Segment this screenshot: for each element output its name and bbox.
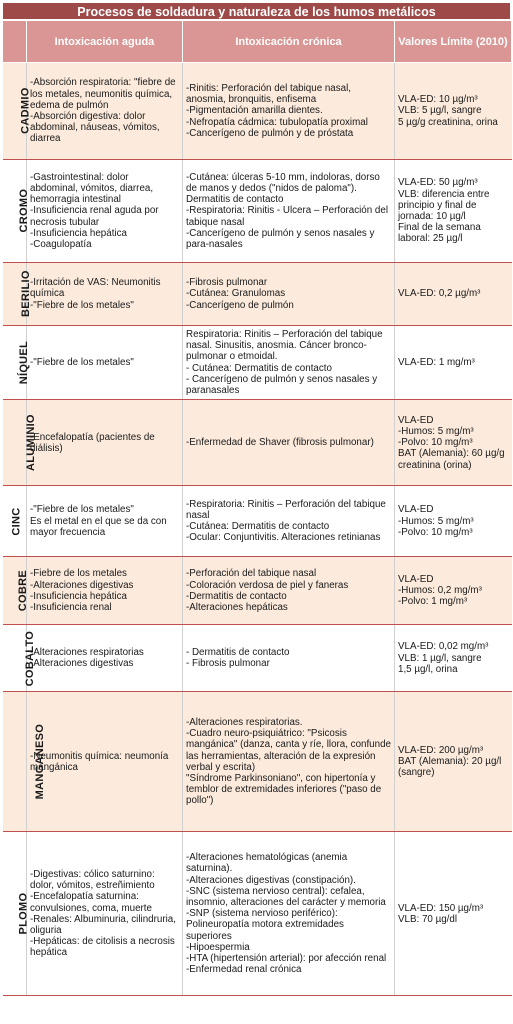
cell-line: VLA-ED: 10 µg/m³	[398, 94, 478, 106]
limit-values-cell	[395, 63, 512, 160]
cell-line: -Rinitis: Perforación del tabique nasal, anosmia, bronquitis, enfisema	[186, 82, 354, 106]
cell-line: -SNP (sistema nervioso periférico): Polineuropatía motora extremidades superiores	[186, 908, 347, 942]
acute-intoxication-cell	[27, 486, 183, 557]
cell-line: -Alteraciones hepáticas	[186, 601, 288, 613]
table-title: Procesos de soldadura y naturaleza de los humos metálicos	[2, 2, 511, 20]
cell-line: -Ocular: Conjuntivitis. Alteraciones retinianas	[186, 532, 381, 544]
cell-line: -Absorción respiratoria: "fiebre de los metales, neumonitis química, edema de pulmón	[30, 77, 179, 111]
cell-line: -Enfermedad de Shaver (fibrosis pulmonar)	[186, 437, 374, 449]
cell-line: VLA-ED: 200 µg/m³	[398, 744, 484, 756]
chronic-intoxication-cell	[183, 400, 395, 486]
metal-name: CADMIO	[19, 87, 32, 135]
table-row	[3, 625, 512, 692]
chronic-intoxication-cell	[183, 263, 395, 326]
cell-line: VLB: 70 µg/dl	[398, 913, 458, 925]
cell-line: -"Fiebre de los metales"	[30, 504, 134, 516]
cell-line: VLB: 1 µg/l, sangre	[398, 652, 482, 664]
cell-line: -Alteraciones respiratorias	[30, 647, 144, 659]
acute-intoxication-cell	[24, 400, 183, 486]
table-row	[3, 486, 512, 557]
cell-line: -HTA (hipertensión arterial): por afección renal	[186, 952, 387, 964]
acute-intoxication-cell	[27, 326, 183, 400]
acute-intoxication-cell	[27, 160, 183, 263]
metal-name: CINC	[9, 507, 22, 536]
cell-line: -Insuficiencia hepática	[30, 590, 127, 602]
table-header-row	[3, 21, 512, 63]
table-row	[3, 63, 512, 160]
cell-line: -Gastrointestinal: dolor abdominal, vómitos, diarrea, hemorragia intestinal	[30, 171, 156, 206]
cell-line: -Cutánea: úlceras 5-10 mm, indoloras, dorso de manos y dedos ("nidos de paloma"). Dermatitis de contacto	[186, 171, 383, 206]
acute-intoxication-cell	[27, 557, 183, 625]
cell-line: -Nefropatía cádmica: tubulopatía proximal	[186, 116, 368, 128]
cell-line: -Alteraciones digestivas	[30, 579, 134, 591]
cell-line: - Cancerígeno de pulmón y senos nasales y paranasales	[186, 373, 380, 397]
cell-line: -Respiratoria: Rinitis – Perforación del tabique nasal	[186, 498, 389, 522]
header-valores: Valores Límite (2010)	[395, 21, 512, 63]
metal-name-cell	[3, 486, 27, 557]
cell-line: -Absorción digestiva: dolor abdominal, náuseas, vómitos, diarrea	[30, 111, 163, 145]
cell-line: -Polvo: 1 mg/m³	[398, 596, 468, 608]
header-cronica: Intoxicación crónica	[183, 21, 395, 63]
metal-name-cell	[3, 832, 27, 996]
cell-line: -Encefalopatía saturnina: convulsiones, coma, muerte	[30, 891, 152, 914]
metal-name: MANGANESO	[33, 723, 46, 800]
cell-line: -Alteraciones respiratorias.	[186, 716, 303, 728]
limit-values-cell	[395, 832, 512, 996]
header-metal	[3, 21, 27, 63]
metal-name: BERILIO	[19, 270, 32, 318]
cell-line: -Insuficiencia renal aguda por necrosis tubular	[30, 205, 162, 228]
cell-line: química	[30, 288, 65, 300]
cell-line: -SNC (sistema nervioso central): cefalea, insomnio, alteraciones del carácter y memoria	[186, 885, 386, 908]
metal-name-cell	[3, 63, 32, 160]
header-aguda: Intoxicación aguda	[27, 21, 183, 63]
acute-intoxication-cell	[27, 692, 183, 832]
cell-line: -Renales: Albuminuria, cilindruria, oliguria	[30, 913, 179, 936]
cell-line: BAT (Alemania): 20 µg/l (sangre)	[398, 756, 505, 779]
table-row	[3, 692, 512, 832]
metal-name: CROMO	[17, 189, 30, 233]
cell-line: Final de la semana laboral: 25 µg/l	[398, 222, 484, 245]
cell-line: -Fiebre de los metales	[30, 568, 127, 580]
cell-line: VLB: 5 µg/l, sangre	[398, 105, 482, 117]
cell-line: -Coagulopatía	[30, 239, 92, 250]
metal-name: PLOMO	[16, 892, 29, 935]
chronic-intoxication-cell	[183, 160, 395, 263]
cell-line: VLA-ED	[398, 573, 434, 585]
table-row	[3, 832, 512, 996]
cell-line: -Alteraciones hematológicas (anemia saturnina).	[186, 852, 350, 875]
metal-name-cell	[3, 160, 30, 263]
cell-line: -Insuficiencia hepática	[30, 227, 127, 239]
acute-intoxication-cell	[27, 832, 183, 996]
cell-line: VLB: diferencia entre principio y final de jornada: 10 µg/l	[398, 188, 493, 222]
cell-line: -Humos: 5 mg/m³	[398, 425, 474, 437]
cell-line: -Irritación de VAS: Neumonitis	[30, 277, 161, 289]
cell-line: VLA-ED: 0,02 mg/m³	[398, 641, 489, 653]
chronic-intoxication-cell	[183, 326, 395, 400]
limit-values-cell	[395, 486, 512, 557]
metal-name-cell	[3, 692, 46, 832]
metal-name-cell	[3, 625, 36, 692]
cell-line: 5 µg/g creatinina, orina	[398, 116, 498, 128]
cell-line: -Pigmentación amarilla dientes.	[186, 105, 323, 117]
acute-intoxication-cell	[27, 63, 183, 160]
cell-line: - Fibrosis pulmonar	[186, 658, 270, 670]
chronic-intoxication-cell	[183, 486, 395, 557]
cell-line: -Cancerígeno de pulmón y senos nasales y para-nasales	[186, 227, 378, 250]
chronic-intoxication-cell	[183, 692, 395, 832]
cell-line: VLA-ED	[398, 414, 434, 426]
cell-line: VLA-ED: 50 µg/m³	[398, 177, 478, 189]
cell-line: -Hepáticas: de citolisis a necrosis hepática	[30, 936, 178, 959]
cell-line: -"Fiebre de los metales"	[30, 357, 134, 368]
acute-intoxication-cell	[23, 625, 183, 692]
cell-line: -Respiratoria: Rinitis - Ulcera – Perforación del tabique nasal	[186, 205, 391, 228]
cell-line: "Síndrome Parkinsoniano", con hipertonía y temblor de extremidades inferiores ("paso de pollo")	[186, 772, 384, 807]
limit-values-cell	[395, 160, 512, 263]
metal-name: COBRE	[16, 570, 29, 612]
table-row	[3, 263, 512, 326]
cell-line: -Humos: 5 mg/m³	[398, 515, 474, 527]
table-row	[3, 326, 512, 400]
cell-line: -Humos: 0,2 mg/m³	[398, 585, 482, 597]
table-row	[3, 557, 512, 625]
cell-line: 1,5 µg/l, orina	[398, 663, 458, 675]
cell-line: -Polvo: 10 mg/m³	[398, 526, 473, 538]
cell-line: VLA-ED: 0,2 µg/m³	[398, 288, 481, 300]
cell-line: BAT (Alemania): 60 µg/g creatinina (orina)	[398, 448, 508, 471]
cell-line: - Dermatitis de contacto	[186, 647, 290, 659]
limit-values-cell	[395, 263, 512, 326]
metal-name-cell	[3, 400, 37, 486]
metal-name: NÍQUEL	[17, 340, 30, 385]
cell-line: -Insuficiencia renal	[30, 601, 112, 613]
cell-line: -Encefalopatía (pacientes de diálisis)	[30, 431, 158, 454]
table-row	[3, 160, 512, 263]
cell-line: VLA-ED: 150 µg/m³	[398, 902, 484, 914]
cell-line: - Cutánea: Dermatitis de contacto	[186, 362, 332, 374]
cell-line: -"Fiebre de los metales"	[30, 299, 134, 311]
cell-line: -Enfermedad renal crónica	[186, 964, 302, 976]
cell-line: -Cancerígeno de pulmón y de próstata	[186, 127, 354, 139]
acute-intoxication-cell	[27, 263, 183, 326]
cell-line: Respiratoria: Rinitis – Perforación del tabique nasal. Sinusitis, anosmia. Cáncer bronco-pulmonar o etmoidal.	[186, 329, 386, 363]
cell-line: Es el metal en el que se da con mayor frecuencia	[30, 515, 170, 538]
cell-line: -Polvo: 10 mg/m³	[398, 437, 473, 449]
metal-name-cell	[3, 326, 30, 400]
limit-values-cell	[395, 326, 512, 400]
cell-line: -Alteraciones digestivas	[30, 658, 134, 670]
metal-name-cell	[3, 557, 27, 625]
cell-line: -Dermatitis de contacto	[186, 590, 287, 602]
metal-name: ALUMINIO	[24, 414, 37, 472]
chronic-intoxication-cell	[183, 832, 395, 996]
metal-name-cell	[3, 263, 32, 326]
chronic-intoxication-cell	[183, 625, 395, 692]
cell-line: -Cancerígeno de pulmón	[186, 299, 294, 311]
cell-line: -Alteraciones digestivas (constipación).	[186, 874, 356, 886]
chronic-intoxication-cell	[183, 63, 395, 160]
limit-values-cell	[395, 625, 512, 692]
cell-line: -Cuadro neuro-psiquiátrico: "Psicosis mangánica" (danza, canta y ríe, llora, confunde las herramientas, alteración de la expresión verbal y escrita)	[186, 728, 394, 773]
limit-values-cell	[395, 400, 512, 486]
cell-line: VLA-ED: 1 mg/m³	[398, 357, 475, 368]
limit-values-cell	[395, 557, 512, 625]
cell-line: -Neumonitis química: neumonía mangánica	[30, 750, 172, 773]
cell-line: -Cutánea: Granulomas	[186, 288, 286, 300]
cell-line: -Hipoespermia	[186, 941, 250, 953]
metal-fumes-table	[2, 20, 512, 996]
cell-line: -Fibrosis pulmonar	[186, 277, 268, 289]
cell-line: -Perforación del tabique nasal	[186, 568, 317, 580]
cell-line: -Digestivas: cólico saturnino: dolor, vómitos, estreñimiento	[30, 868, 158, 892]
chronic-intoxication-cell	[183, 557, 395, 625]
cell-line: VLA-ED	[398, 504, 434, 516]
cell-line: -Cutánea: Dermatitis de contacto	[186, 521, 330, 533]
cell-line: -Coloración verdosa de piel y faneras	[186, 579, 349, 591]
table-row	[3, 400, 512, 486]
metal-name: COBALTO	[23, 630, 36, 686]
limit-values-cell	[395, 692, 512, 832]
